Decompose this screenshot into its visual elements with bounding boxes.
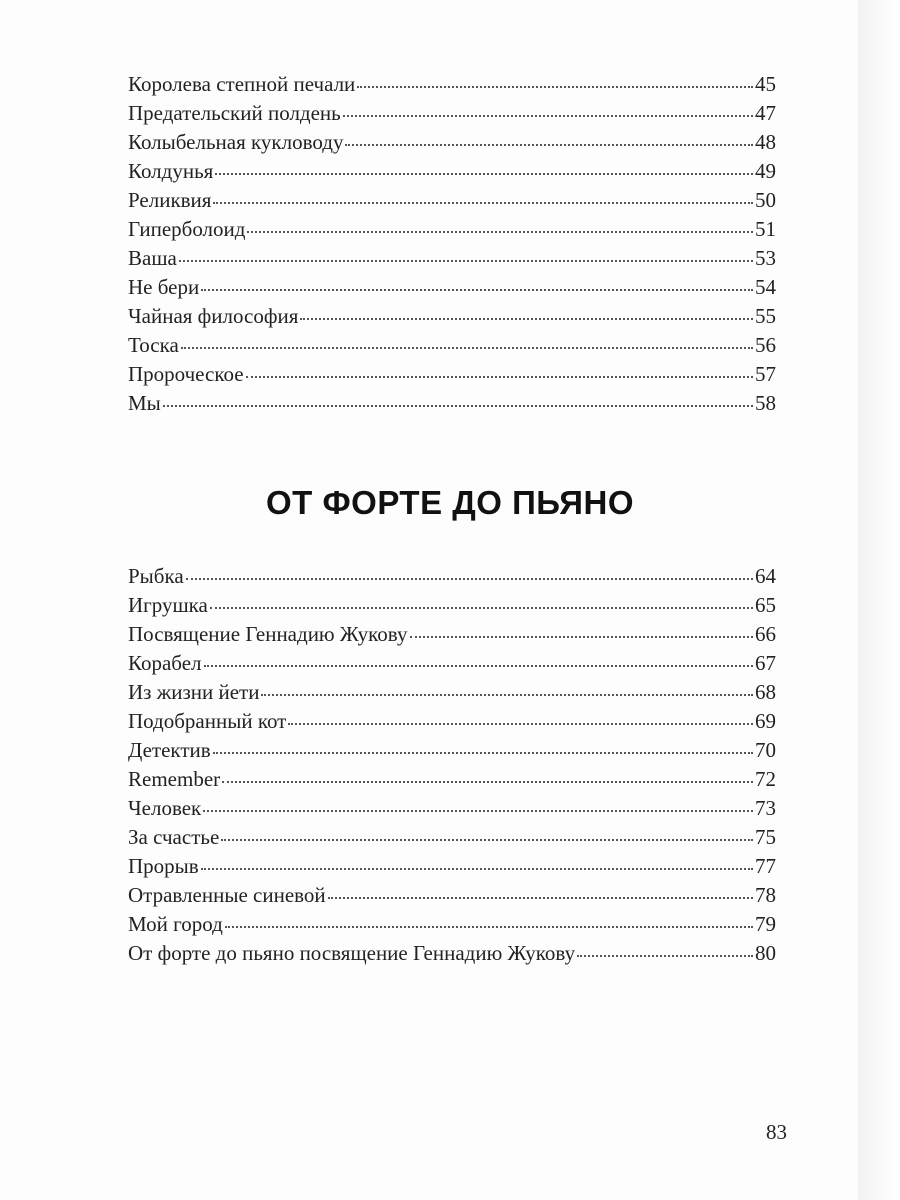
- toc-entry-page: 66: [755, 622, 776, 646]
- toc-entry: [128, 591, 776, 620]
- toc-entry-title: Реликвия: [128, 188, 212, 212]
- toc-entry: [128, 852, 776, 881]
- dot-leader: [225, 926, 753, 928]
- toc-entry-page: 80: [755, 941, 776, 965]
- toc-entry: [128, 678, 776, 707]
- toc-entry: [128, 99, 776, 128]
- toc-entry-page: 45: [755, 72, 776, 96]
- dot-leader: [261, 694, 753, 696]
- toc-entry: [128, 881, 776, 910]
- toc-entry-title: Отравленные синевой: [128, 883, 326, 907]
- toc-entry: [128, 562, 776, 591]
- toc-entry-title: Предательский полдень: [128, 101, 341, 125]
- toc-entry: [128, 620, 776, 649]
- dot-leader: [163, 405, 753, 407]
- toc-entry-title: Колдунья: [128, 159, 214, 183]
- dot-leader: [288, 723, 753, 725]
- toc-entry: [128, 331, 776, 360]
- toc-entry-title: Игрушка: [128, 593, 208, 617]
- toc-entry: [128, 128, 776, 157]
- toc-entry-title: Мой город: [128, 912, 223, 936]
- toc-entry: [128, 939, 776, 968]
- toc-entry-page: 55: [755, 304, 776, 328]
- toc-entry-title: Не бери: [128, 275, 200, 299]
- dot-leader: [179, 260, 753, 262]
- toc-entry: [128, 244, 776, 273]
- dot-leader: [204, 665, 754, 667]
- dot-leader: [410, 636, 754, 638]
- toc-entry: [128, 823, 776, 852]
- toc-entry: [128, 389, 776, 418]
- toc-entry: [128, 910, 776, 939]
- toc-entry-page: 65: [755, 593, 776, 617]
- dot-leader: [201, 289, 753, 291]
- table-of-contents-part-1: [128, 70, 776, 418]
- dot-leader: [300, 318, 753, 320]
- toc-entry-page: 53: [755, 246, 776, 270]
- dot-leader: [215, 173, 753, 175]
- toc-entry-title: Пророческое: [128, 362, 244, 386]
- toc-entry-title: Чайная философия: [128, 304, 299, 328]
- toc-entry-title: Прорыв: [128, 854, 199, 878]
- page-edge: [858, 0, 900, 1200]
- toc-entry: [128, 302, 776, 331]
- toc-entry-page: 57: [755, 362, 776, 386]
- toc-entry: [128, 186, 776, 215]
- toc-entry-title: Королева степной печали: [128, 72, 356, 96]
- toc-entry: [128, 360, 776, 389]
- toc-entry-page: 73: [755, 796, 776, 820]
- toc-entry: [128, 70, 776, 99]
- toc-entry: [128, 707, 776, 736]
- page-number: 83: [766, 1120, 787, 1144]
- toc-entry-title: Ваша: [128, 246, 177, 270]
- toc-entry-title: Человек: [128, 796, 202, 820]
- toc-entry-title: Корабел: [128, 651, 202, 675]
- toc-entry-page: 72: [755, 767, 776, 791]
- dot-leader: [328, 897, 753, 899]
- dot-leader: [213, 202, 753, 204]
- toc-entry-page: 56: [755, 333, 776, 357]
- toc-entry-page: 58: [755, 391, 776, 415]
- dot-leader: [201, 868, 753, 870]
- toc-entry-title: Посвящение Геннадию Жукову: [128, 622, 408, 646]
- toc-entry-title: Мы: [128, 391, 161, 415]
- toc-entry-title: От форте до пьяно посвящение Геннадию Жукову: [128, 941, 576, 965]
- dot-leader: [221, 839, 753, 841]
- dot-leader: [222, 781, 753, 783]
- toc-entry-page: 68: [755, 680, 776, 704]
- toc-entry-page: 64: [755, 564, 776, 588]
- toc-entry: [128, 794, 776, 823]
- toc-entry-title: Remember: [128, 767, 221, 791]
- dot-leader: [181, 347, 753, 349]
- toc-entry-title: За счастье: [128, 825, 220, 849]
- toc-entry: [128, 273, 776, 302]
- toc-entry-page: 47: [755, 101, 776, 125]
- toc-entry-title: Подобранный кот: [128, 709, 287, 733]
- dot-leader: [343, 115, 753, 117]
- toc-entry-page: 50: [755, 188, 776, 212]
- dot-leader: [247, 231, 753, 233]
- dot-leader: [357, 86, 753, 88]
- section-heading: ОТ ФОРТЕ ДО ПЬЯНО: [266, 484, 634, 521]
- toc-entry-title: Гиперболоид: [128, 217, 246, 241]
- toc-entry: [128, 736, 776, 765]
- toc-entry-page: 54: [755, 275, 776, 299]
- toc-entry-page: 77: [755, 854, 776, 878]
- toc-entry: [128, 765, 776, 794]
- toc-entry-page: 51: [755, 217, 776, 241]
- dot-leader: [186, 578, 753, 580]
- toc-entry-title: Тоска: [128, 333, 179, 357]
- toc-entry-page: 48: [755, 130, 776, 154]
- dot-leader: [577, 955, 753, 957]
- table-of-contents-part-2: [128, 562, 776, 968]
- toc-entry-page: 69: [755, 709, 776, 733]
- dot-leader: [246, 376, 753, 378]
- dot-leader: [345, 144, 753, 146]
- toc-entry-page: 78: [755, 883, 776, 907]
- toc-entry-page: 75: [755, 825, 776, 849]
- dot-leader: [203, 810, 753, 812]
- toc-entry-title: Из жизни йети: [128, 680, 260, 704]
- toc-entry: [128, 649, 776, 678]
- toc-entry-title: Колыбельная кукловоду: [128, 130, 344, 154]
- toc-entry-page: 67: [755, 651, 776, 675]
- dot-leader: [210, 607, 753, 609]
- toc-entry-title: Детектив: [128, 738, 211, 762]
- toc-entry-page: 79: [755, 912, 776, 936]
- toc-entry-page: 70: [755, 738, 776, 762]
- toc-entry: [128, 215, 776, 244]
- toc-entry-page: 49: [755, 159, 776, 183]
- dot-leader: [213, 752, 753, 754]
- toc-entry: [128, 157, 776, 186]
- toc-entry-title: Рыбка: [128, 564, 184, 588]
